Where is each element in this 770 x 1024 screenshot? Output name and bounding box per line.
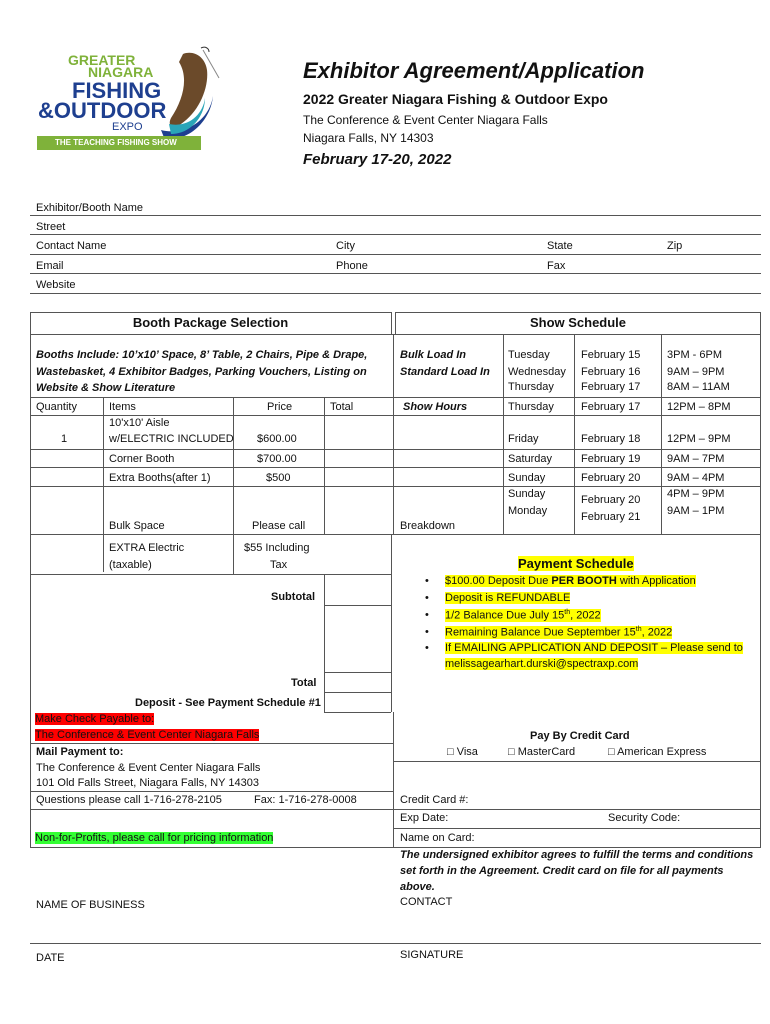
row4-bottom xyxy=(30,534,761,535)
show-hours-label: Show Hours xyxy=(403,401,468,413)
expo-subtitle: 2022 Greater Niagara Fishing & Outdoor Expo xyxy=(303,91,608,107)
breakdown-label: Breakdown xyxy=(400,520,456,532)
email-row-field[interactable] xyxy=(30,273,761,274)
bullet-icon: • xyxy=(425,642,429,654)
booth-table-top xyxy=(30,312,391,313)
heading-row-bottom xyxy=(30,334,761,335)
show-day-3: Saturday xyxy=(508,453,553,465)
city-label: City xyxy=(336,240,355,252)
booth-table-right xyxy=(391,312,392,335)
deposit-box[interactable] xyxy=(324,712,391,713)
booth-header-bottom xyxy=(30,415,393,416)
website-label: Website xyxy=(36,279,76,291)
show-day-2: Friday xyxy=(508,433,539,445)
agreement-line-3: above. xyxy=(400,881,435,893)
card-number-label[interactable]: Credit Card #: xyxy=(400,794,469,806)
show-time-2: 12PM – 9PM xyxy=(667,433,731,445)
subtotal-box[interactable] xyxy=(324,605,391,606)
load-day-2: Wednesday xyxy=(508,366,566,378)
sched-row1-bottom xyxy=(393,415,761,416)
row5-price-a: $55 Including xyxy=(244,542,310,554)
contact-label: CONTACT xyxy=(400,896,453,908)
signature-label: SIGNATURE xyxy=(400,949,464,961)
col-quantity: Quantity xyxy=(36,401,77,413)
booth-lower-right xyxy=(391,534,392,712)
schedule-heading: Show Schedule xyxy=(529,315,627,330)
nonprofit-note: Non-for-Profits, please call for pricing information xyxy=(35,832,274,844)
show-date-3: February 19 xyxy=(581,453,641,465)
subtotal-box-bottom xyxy=(324,672,391,673)
row1-price: $600.00 xyxy=(257,433,297,445)
breakdown-date-1: February 20 xyxy=(581,494,641,506)
row1-item-a: 10'x10' Aisle xyxy=(109,417,170,429)
show-time-4: 9AM – 4PM xyxy=(667,472,725,484)
breakdown-day-2: Monday xyxy=(508,505,548,517)
questions-phone: Questions please call 1-716-278-2105 xyxy=(36,794,222,806)
date-label: DATE xyxy=(36,952,65,964)
show-day-4: Sunday xyxy=(508,472,546,484)
check-payable-line1: Make Check Payable to: xyxy=(35,713,155,725)
load-time-3: 8AM – 11AM xyxy=(667,381,730,393)
sched-row4-bottom xyxy=(393,486,761,487)
col-price-divider xyxy=(324,397,325,534)
logo-line-fishing: FISHING xyxy=(72,78,162,103)
row5-item-a: EXTRA Electric xyxy=(109,542,185,554)
mail-heading: Mail Payment to: xyxy=(36,746,124,758)
phone-label: Phone xyxy=(336,260,368,272)
agreement-line-2: set forth in the Agreement. Credit card on file for all payments xyxy=(400,865,724,877)
row1-item-b: w/ELECTRIC INCLUDED xyxy=(109,433,234,445)
form-bottom xyxy=(30,847,761,848)
contact-name-label: Contact Name xyxy=(36,240,107,252)
breakdown-day-1: Sunday xyxy=(508,488,546,500)
sched-col2 xyxy=(574,334,575,534)
show-date-1: February 17 xyxy=(581,401,641,413)
show-day-1: Thursday xyxy=(508,401,554,413)
show-time-1: 12PM – 8PM xyxy=(667,401,731,413)
row5-price-b: Tax xyxy=(270,559,288,571)
page-title: Exhibitor Agreement/Application xyxy=(303,58,645,83)
contact-row-field[interactable] xyxy=(30,254,761,255)
booth-table-left xyxy=(30,312,31,848)
visa-checkbox[interactable]: □ Visa xyxy=(447,746,478,758)
sched-col1 xyxy=(503,334,504,534)
expo-dates: February 17-20, 2022 xyxy=(303,151,452,168)
business-name-label: NAME OF BUSINESS xyxy=(36,899,145,911)
credit-heading: Pay By Credit Card xyxy=(530,730,630,742)
breakdown-time-2: 9AM – 1PM xyxy=(667,505,725,517)
logo-line-greater: GREATER xyxy=(68,52,136,68)
includes-line-2: Wastebasket, 4 Exhibitor Badges, Parking Vouchers, Listing on xyxy=(36,366,367,378)
booth-heading: Booth Package Selection xyxy=(132,315,289,330)
agreement-line-1: The undersigned exhibitor agrees to fulfill the terms and conditions xyxy=(400,849,754,861)
row1-quantity[interactable]: 1 xyxy=(61,433,68,445)
col-qty-divider xyxy=(103,397,104,572)
total-label: Total xyxy=(291,677,317,689)
total-box[interactable] xyxy=(324,692,391,693)
sched-row2-bottom xyxy=(393,449,761,450)
right-border xyxy=(760,334,761,848)
bullet-icon: • xyxy=(425,626,429,638)
row5-item-b: (taxable) xyxy=(109,559,152,571)
load-day-1: Tuesday xyxy=(508,349,550,361)
mastercard-checkbox[interactable]: □ MasterCard xyxy=(508,746,576,758)
breakdown-time-1: 4PM – 9PM xyxy=(667,488,725,500)
load-date-1: February 15 xyxy=(581,349,641,361)
fax-label: Fax xyxy=(547,260,566,272)
row2-bottom xyxy=(30,467,393,468)
name-on-card-label[interactable]: Name on Card: xyxy=(400,832,475,844)
questions-row-bottom xyxy=(30,809,761,810)
standard-load-label: Standard Load In xyxy=(400,366,490,378)
payment-item-2: Deposit is REFUNDABLE xyxy=(445,592,571,604)
payment-item-1: $100.00 Deposit Due PER BOOTH with Application xyxy=(445,575,696,587)
booth-name-field[interactable] xyxy=(30,215,761,216)
exp-row-bottom xyxy=(393,828,761,829)
row1-bottom xyxy=(30,449,393,450)
state-label: State xyxy=(547,240,573,252)
bulk-load-label: Bulk Load In xyxy=(400,349,466,361)
mail-row-bottom xyxy=(30,791,393,792)
sched-col3 xyxy=(661,334,662,534)
security-code-label[interactable]: Security Code: xyxy=(608,812,681,824)
col-price: Price xyxy=(267,401,293,413)
payment-heading: Payment Schedule xyxy=(518,556,634,571)
load-date-2: February 16 xyxy=(581,366,641,378)
venue-city: Niagara Falls, NY 14303 xyxy=(303,131,434,145)
payment-item-5-line1: If EMAILING APPLICATION AND DEPOSIT – Please send to xyxy=(445,642,743,654)
row2-item: Corner Booth xyxy=(109,453,175,465)
bullet-icon: • xyxy=(425,592,429,604)
includes-line-3: Website & Show Literature xyxy=(36,382,176,394)
zip-label: Zip xyxy=(667,240,683,252)
website-field[interactable] xyxy=(30,293,761,294)
row4-item: Bulk Space xyxy=(109,520,165,532)
payment-item-3: 1/2 Balance Due July 15th, 2022 xyxy=(445,609,601,622)
bullet-icon: • xyxy=(425,609,429,621)
exp-date-label[interactable]: Exp Date: xyxy=(400,812,449,824)
schedule-table-top xyxy=(395,312,761,313)
row2-price: $700.00 xyxy=(257,453,297,465)
row3-price: $500 xyxy=(266,472,291,484)
load-day-3: Thursday xyxy=(508,381,554,393)
logo-banner: THE TEACHING FISHING SHOW xyxy=(55,138,177,147)
breakdown-date-2: February 21 xyxy=(581,511,641,523)
questions-fax: Fax: 1-716-278-0008 xyxy=(254,794,357,806)
signature-line[interactable] xyxy=(30,943,761,944)
mail-line-1: The Conference & Event Center Niagara Falls xyxy=(36,762,261,774)
booth-name-label: Exhibitor/Booth Name xyxy=(36,202,143,214)
row5-bottom xyxy=(30,574,391,575)
check-row-bottom xyxy=(30,743,393,744)
load-time-2: 9AM – 9PM xyxy=(667,366,725,378)
payment-email[interactable]: melissagearhart.durski@spectraxp.com xyxy=(445,658,639,670)
bullet-icon: • xyxy=(425,575,429,587)
col-total: Total xyxy=(330,401,354,413)
payment-item-4: Remaining Balance Due September 15th, 2022 xyxy=(445,626,673,639)
row3-item: Extra Booths(after 1) xyxy=(109,472,211,484)
mail-line-2: 101 Old Falls Street, Niagara Falls, NY 14303 xyxy=(36,777,259,789)
street-field[interactable] xyxy=(30,234,761,235)
deposit-label: Deposit - See Payment Schedule #1 xyxy=(135,697,321,709)
show-date-4: February 20 xyxy=(581,472,641,484)
venue-name: The Conference & Event Center Niagara Falls xyxy=(303,113,548,127)
show-time-3: 9AM – 7PM xyxy=(667,453,725,465)
street-label: Street xyxy=(36,221,66,233)
row3-bottom xyxy=(30,486,393,487)
check-payable-line2: The Conference & Event Center Niagara Falls xyxy=(35,729,260,741)
email-label: Email xyxy=(36,260,64,272)
show-date-2: February 18 xyxy=(581,433,641,445)
row4-price: Please call xyxy=(252,520,306,532)
includes-line-1: Booths Include: 10’x10’ Space, 8’ Table, 2 Chairs, Pipe & Drape, xyxy=(36,349,368,361)
col-items: Items xyxy=(109,401,136,413)
booth-header-top xyxy=(30,397,393,398)
subtotal-label: Subtotal xyxy=(271,591,315,603)
logo-line-outdoor: &OUTDOOR xyxy=(38,98,167,123)
amex-checkbox[interactable]: □ American Express xyxy=(608,746,707,758)
logo-line-expo: EXPO xyxy=(112,121,143,133)
sched-row3-bottom xyxy=(393,467,761,468)
load-time-1: 3PM - 6PM xyxy=(667,349,723,361)
sched-row-load-bottom xyxy=(393,397,761,398)
logo-line-niagara: NIAGARA xyxy=(88,64,154,80)
center-divider xyxy=(393,334,394,534)
card-type-row-bottom xyxy=(393,761,761,762)
load-date-3: February 17 xyxy=(581,381,641,393)
